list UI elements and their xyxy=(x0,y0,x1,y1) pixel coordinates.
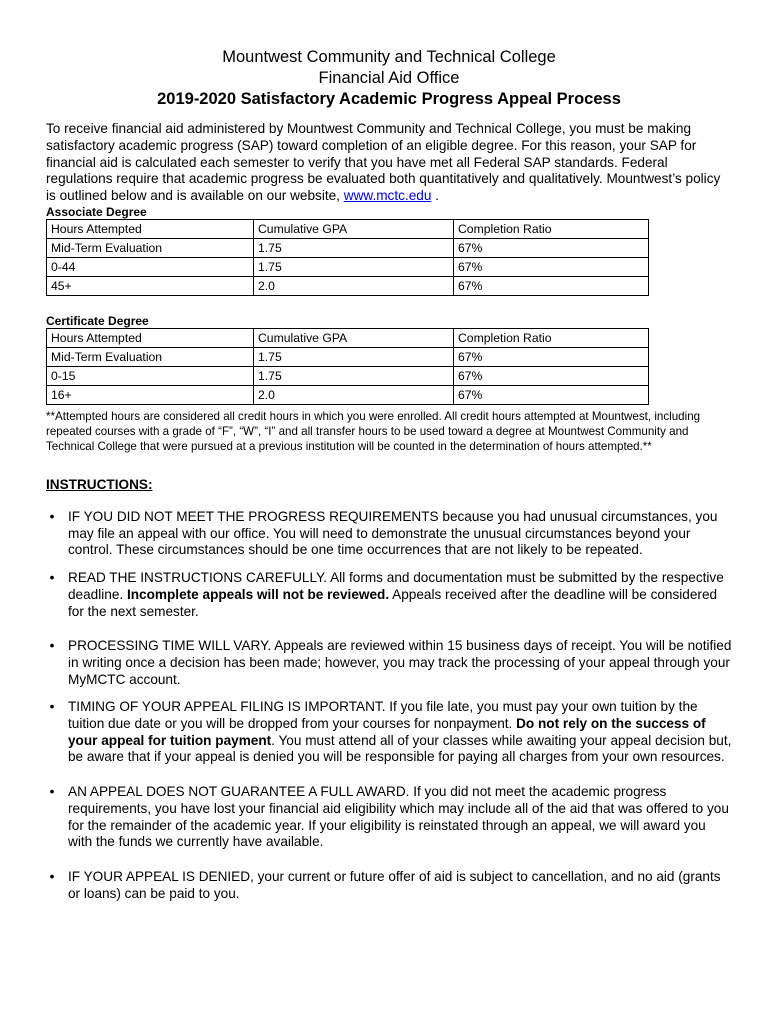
table-cell: 16+ xyxy=(47,385,254,404)
table-cell: 1.75 xyxy=(254,238,454,257)
list-item xyxy=(46,570,732,620)
intro-paragraph xyxy=(46,121,732,205)
table-cell: 67% xyxy=(454,385,649,404)
table-row xyxy=(47,257,649,276)
bullet-icon: • xyxy=(49,508,55,524)
associate-degree-label: Associate Degree xyxy=(46,204,147,219)
table-cell: 1.75 xyxy=(254,347,454,366)
table-cell: 0-44 xyxy=(47,257,254,276)
bullet-icon: • xyxy=(49,784,55,800)
college-name: Mountwest Community and Technical College xyxy=(222,48,556,66)
attempted-hours-note: **Attempted hours are considered all credit hours in which you were enrolled. All credit hours attempted at Mountwest, including repeated courses with a grade of “F”, “W”, “I” and all transfer hours to be used toward a degree at Mountwest Community and Technical College that were pursued at a previous institution will be counted in the determination of hours attempted.** xyxy=(46,409,701,453)
website-link[interactable]: www.mctc.edu xyxy=(343,188,432,204)
table-cell: 0-15 xyxy=(47,366,254,385)
instructions-list xyxy=(46,509,732,902)
item-emphasis: Do not rely on the success of your appeal for tuition payment xyxy=(68,716,706,748)
table-row xyxy=(47,347,649,366)
table-cell: Cumulative GPA xyxy=(254,328,454,347)
table-cell: Hours Attempted xyxy=(47,219,254,238)
table-cell: 67% xyxy=(454,347,649,366)
item-text: . You must attend all of your classes while awaiting your appeal decision but, be aware that if your appeal is denied you will be responsible for paying all charges from your own resources. xyxy=(68,732,732,765)
document-title: 2019-2020 Satisfactory Academic Progress Appeal Process xyxy=(157,90,621,108)
bullet-icon: • xyxy=(49,699,55,715)
item-text: AN APPEAL DOES NOT GUARANTEE A FULL AWARD. If you did not meet the academic progress requirements, you have lost your financial aid eligibility which may include all of the aid that was offered to you for the remainder of the academic year. If your eligibility is reinstated through an appeal, we will award you with the funds we currently have available. xyxy=(68,784,729,850)
table-cell: 67% xyxy=(454,276,649,295)
bullet-icon: • xyxy=(49,570,55,586)
associate-degree-table xyxy=(46,219,649,296)
list-item xyxy=(46,869,732,902)
table-header-row xyxy=(47,219,649,238)
intro-after: . xyxy=(431,188,439,204)
item-text: Appeals received after the deadline will be considered for the next semester. xyxy=(68,586,718,619)
item-text: TIMING OF YOUR APPEAL FILING IS IMPORTANT. If you file late, you must pay your own tuition by the tuition due date or you will be dropped from your courses for nonpayment. xyxy=(68,699,698,732)
certificate-degree-label: Certificate Degree xyxy=(46,313,149,328)
intro-text: To receive financial aid administered by Mountwest Community and Technical College, you must be making satisfactory academic progress (SAP) toward completion of an eligible degree. For this reason, your SAP for financial aid is calculated each semester to verify that you have met all Federal SAP standards. Federal regulations require that academic progress be evaluated both quantitatively and qualitatively. Mountwest’s policy is outlined below and is available on our website, xyxy=(46,121,721,204)
table-cell: 67% xyxy=(454,238,649,257)
table-cell: Completion Ratio xyxy=(454,328,649,347)
item-emphasis: Incomplete appeals will not be reviewed. xyxy=(126,586,390,602)
table-cell: Hours Attempted xyxy=(47,328,254,347)
table-cell: 67% xyxy=(454,366,649,385)
table-row xyxy=(47,385,649,404)
bullet-icon: • xyxy=(49,638,55,654)
office-name: Financial Aid Office xyxy=(318,69,460,87)
certificate-degree-table xyxy=(46,328,649,405)
table-row xyxy=(47,276,649,295)
item-text: IF YOUR APPEAL IS DENIED, your current or future offer of aid is subject to cancellation, and no aid (grants or loans) can be paid to you. xyxy=(68,868,721,901)
document-page xyxy=(46,47,732,902)
table-cell: Mid-Term Evaluation xyxy=(47,347,254,366)
list-item xyxy=(46,638,732,688)
table-cell: 67% xyxy=(454,257,649,276)
table-row xyxy=(47,366,649,385)
table-row xyxy=(47,238,649,257)
table-cell: Cumulative GPA xyxy=(254,219,454,238)
table-cell: 1.75 xyxy=(254,257,454,276)
item-text: PROCESSING TIME WILL VARY. Appeals are reviewed within 15 business days of receipt. You will be notified in writing once a decision has been made; however, you may track the processing of your appeal through your MyMCTC account. xyxy=(68,638,732,687)
instructions-heading: INSTRUCTIONS: xyxy=(46,476,153,492)
list-item xyxy=(46,509,732,559)
table-cell: 45+ xyxy=(47,276,254,295)
list-item xyxy=(46,699,732,766)
table-cell: 1.75 xyxy=(254,366,454,385)
bullet-icon: • xyxy=(49,868,55,884)
table-cell: 2.0 xyxy=(254,385,454,404)
list-item xyxy=(46,784,732,851)
table-cell: Completion Ratio xyxy=(454,219,649,238)
table-cell: Mid-Term Evaluation xyxy=(47,238,254,257)
table-cell: 2.0 xyxy=(254,276,454,295)
item-text: READ THE INSTRUCTIONS CAREFULLY. All forms and documentation must be submitted by the respective deadline. xyxy=(68,570,724,602)
item-text: IF YOU DID NOT MEET THE PROGRESS REQUIREMENTS because you had unusual circumstances, you may file an appeal with our office. You will need to demonstrate the unusual circumstances beyond your control. These circumstances should be one time occurrences that are not likely to be repeated. xyxy=(68,508,718,558)
table-header-row xyxy=(47,328,649,347)
